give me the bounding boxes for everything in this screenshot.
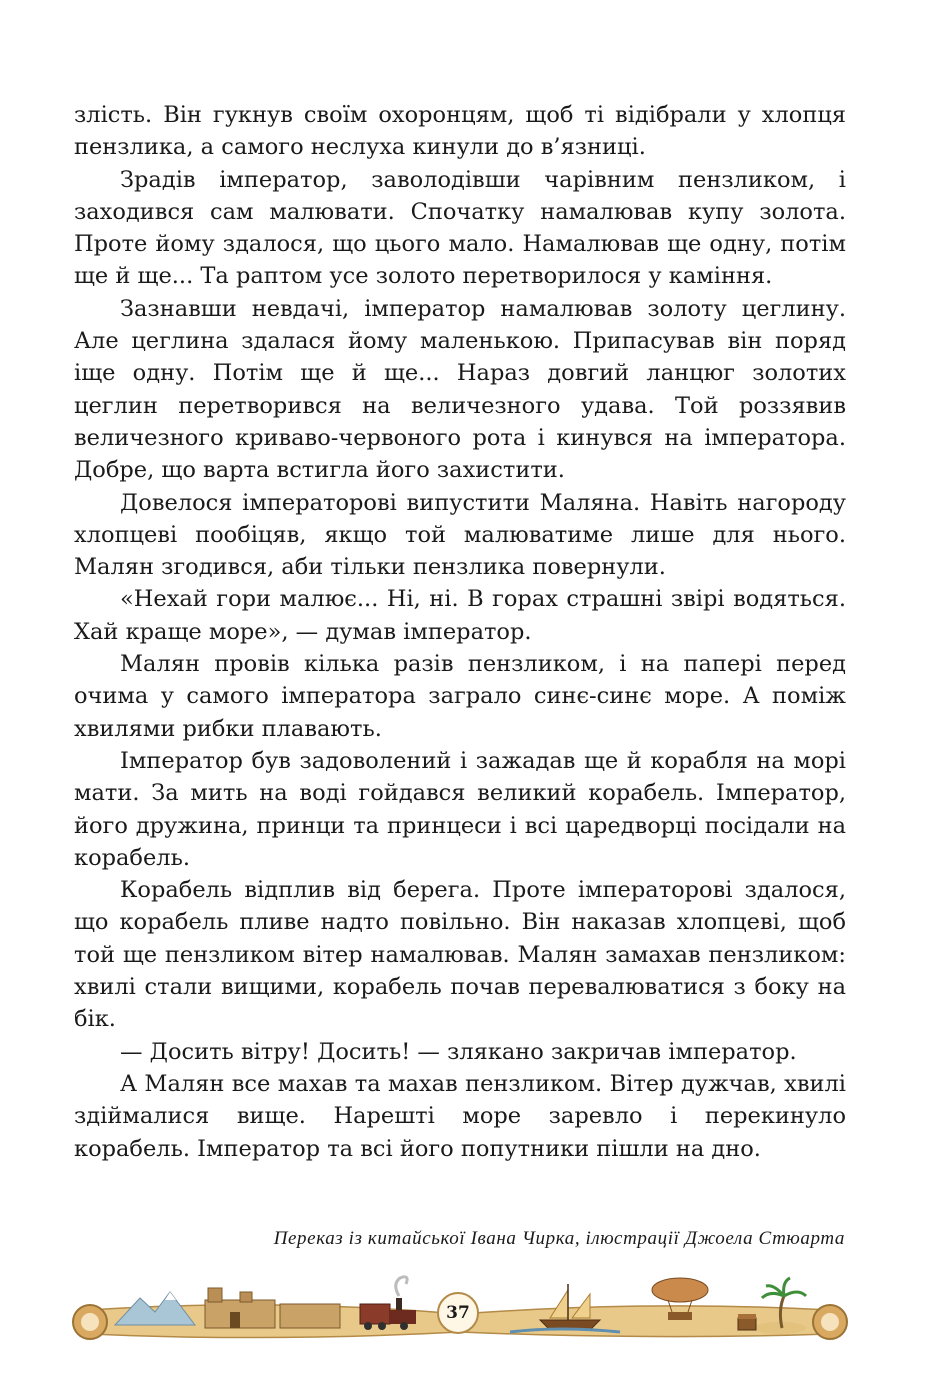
treasure-chest-icon bbox=[738, 1314, 756, 1330]
paragraph: Зазнавши невдачі, імператор намалював золоту цеглину. Але цеглина здалася йому маленькою. Припасував він поряд іще одну. Потім ще й ще... Нараз довгий ланцюг золотих цеглин перетворився на величезного удава. Той роззявив величезного криваво-червоного рота і кинувся на імператора. Добре, що варта встигла його захистити. bbox=[74, 295, 846, 484]
paragraph: Імператор був задоволений і зажадав ще й корабля на морі мати. За мить на воді гойдався великий корабель. Імператор, його дружина, принци та принцеси і всі царедворці посідали на корабель. bbox=[74, 747, 846, 871]
paragraph: злість. Він гукнув своїм охоронцям, щоб ті відібрали у хлопця пензлика, а самого неслуха кинули до в’язниці. bbox=[74, 102, 846, 161]
story-text bbox=[74, 99, 846, 1165]
paragraph: «Нехай гори малює... Ні, ні. В горах страшні звірі водяться. Хай краще море», — думав імператор. bbox=[74, 586, 846, 645]
paragraph: Зрадів імператор, заволодівши чарівним пензликом, і заходився сам малювати. Спочатку намалював купу золота. Проте йому здалося, що цього мало. Намалював ще одну, потім ще й ще... Та раптом усе золото перетворилося у каміння. bbox=[74, 166, 846, 290]
castle-icon bbox=[205, 1288, 340, 1328]
translation-credit: Переказ із китайської Івана Чирка, ілюстрації Джоела Стюарта bbox=[273, 1228, 845, 1249]
paragraph: Корабель відплив від берега. Проте імператорові здалося, що корабель пливе надто повільно. Він наказав хлопцеві, щоб той ще пензликом вітер намалював. Малян замахав пензликом: хвилі стали вищими, корабель почав перевалюватися з боку на бік. bbox=[74, 877, 846, 1033]
paragraph: Малян провів кілька разів пензликом, і на папері перед очима у самого імператора заграло синє-синє море. А поміж хвилями рибки плавають. bbox=[74, 651, 846, 742]
palm-island-icon bbox=[754, 1278, 806, 1334]
paragraph: Довелося імператорові випустити Маляна. Навіть нагороду хлопцеві пообіцяв, якщо той малюватиме лише для нього. Малян згодився, аби тільки пензлика повернули. bbox=[74, 489, 846, 581]
paragraph: А Малян все махав та махав пензликом. Вітер дужчав, хвилі здіймалися вище. Нарешті море заревло і перекинуло корабель. Імператор та всі його попутники пішли на дно. bbox=[74, 1070, 846, 1162]
train-icon bbox=[360, 1277, 416, 1330]
paragraph: — Досить вітру! Досить! — злякано закричав імператор. bbox=[120, 1038, 797, 1065]
page-number: 37 bbox=[437, 1292, 479, 1334]
